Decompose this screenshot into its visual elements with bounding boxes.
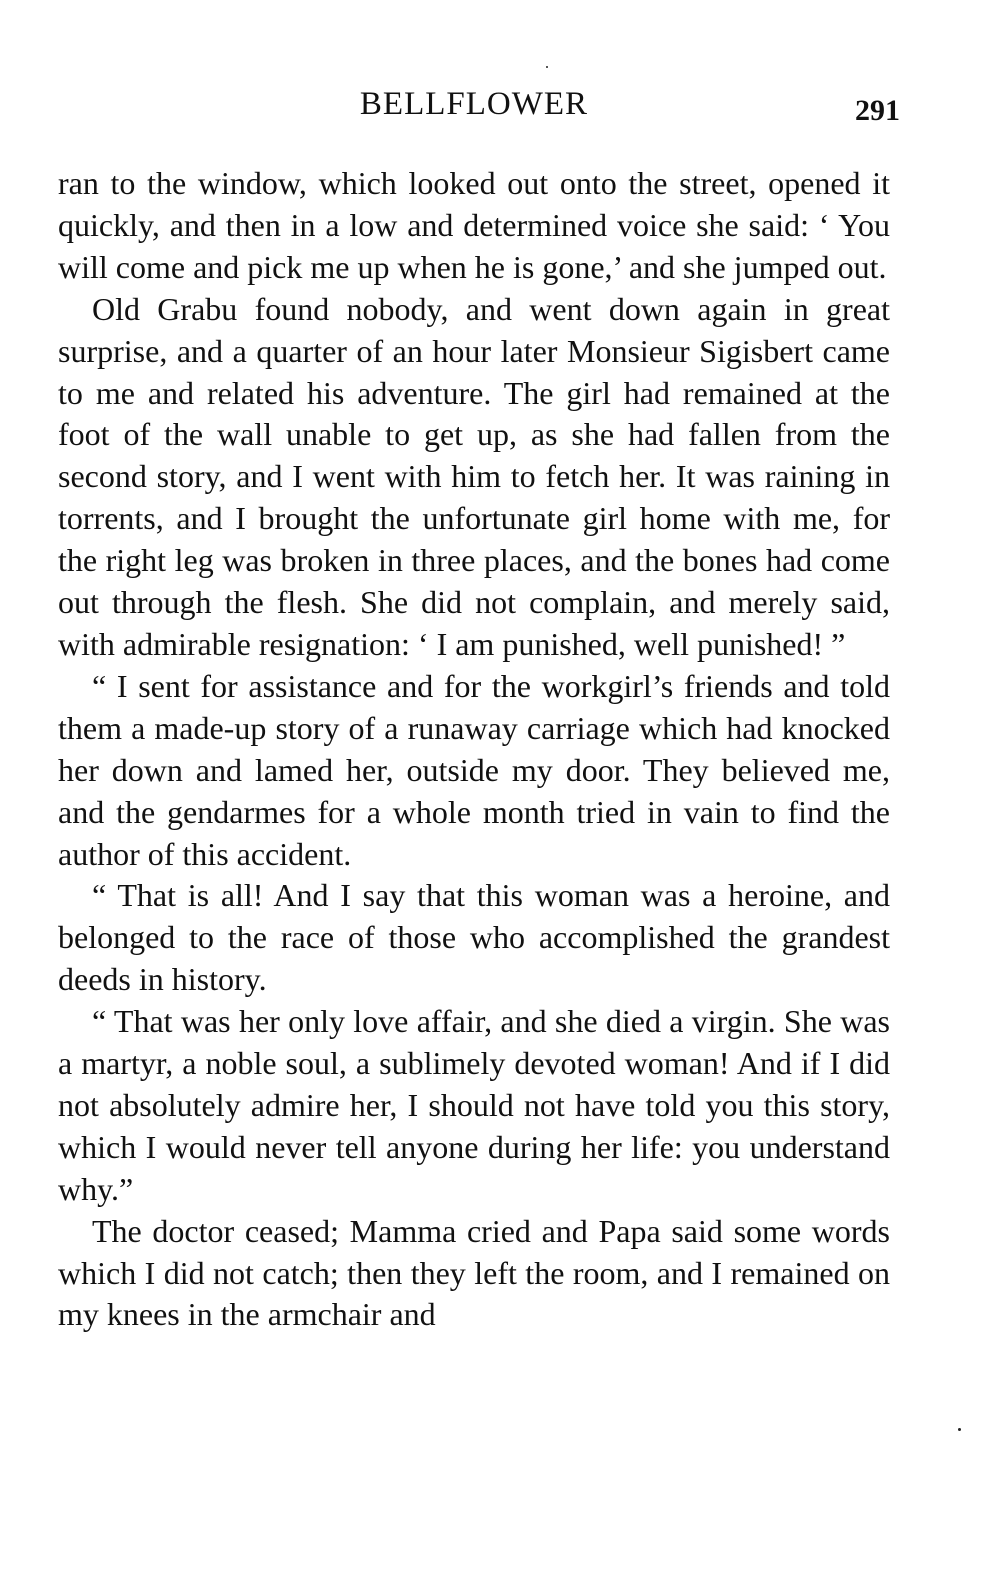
scan-speck [958,1428,961,1431]
paragraph: Old Grabu found nobody, and went down again in great surprise, and a quarter of an hour later Monsieur Sigisbert came to me and related his adventure. The girl had remained at the foot of the wall unable to get up, as she had fallen from the second story, and I went with him to fetch her. It was raining in torrents, and I brought the unfortunate girl home with me, for the right leg was broken in three places, and the bones had come out through the flesh. She did not complain, and merely said, with admirable resignation: ‘ I am punished, well punished! ” [58,290,890,662]
body-text [58,163,890,1336]
scan-speck [546,66,548,68]
paragraph: “ I sent for assistance and for the workgirl’s friends and told them a made-up story of a runaway carriage which had knocked her down and lamed her, outside my door. They believed me, and the gendarmes for a whole month tried in vain to find the author of this accident. [58,667,890,872]
paragraph: “ That is all! And I say that this woman was a heroine, and belonged to the race of those who accomplished the grandest deeds in history. [58,877,890,998]
page-number: 291 [855,94,900,127]
paragraph: ran to the window, which looked out onto the street, opened it quickly, and then in a low and determined voice she said: ‘ You will come and pick me up when he is gone,’ and she jumped out. [58,165,890,285]
paragraph: The doctor ceased; Mamma cried and Papa said some words which I did not catch; then they left the room, and I remained on my knees in the armchair and [58,1212,890,1333]
paragraph: “ That was her only love affair, and she died a virgin. She was a martyr, a noble soul, a sublimely devoted woman! And if I did not absolutely admire her, I should not have told you this story, which I would never tell anyone during her life: you understand why.” [58,1003,890,1207]
running-title: BELLFLOWER [359,86,589,122]
page-header [58,82,900,130]
